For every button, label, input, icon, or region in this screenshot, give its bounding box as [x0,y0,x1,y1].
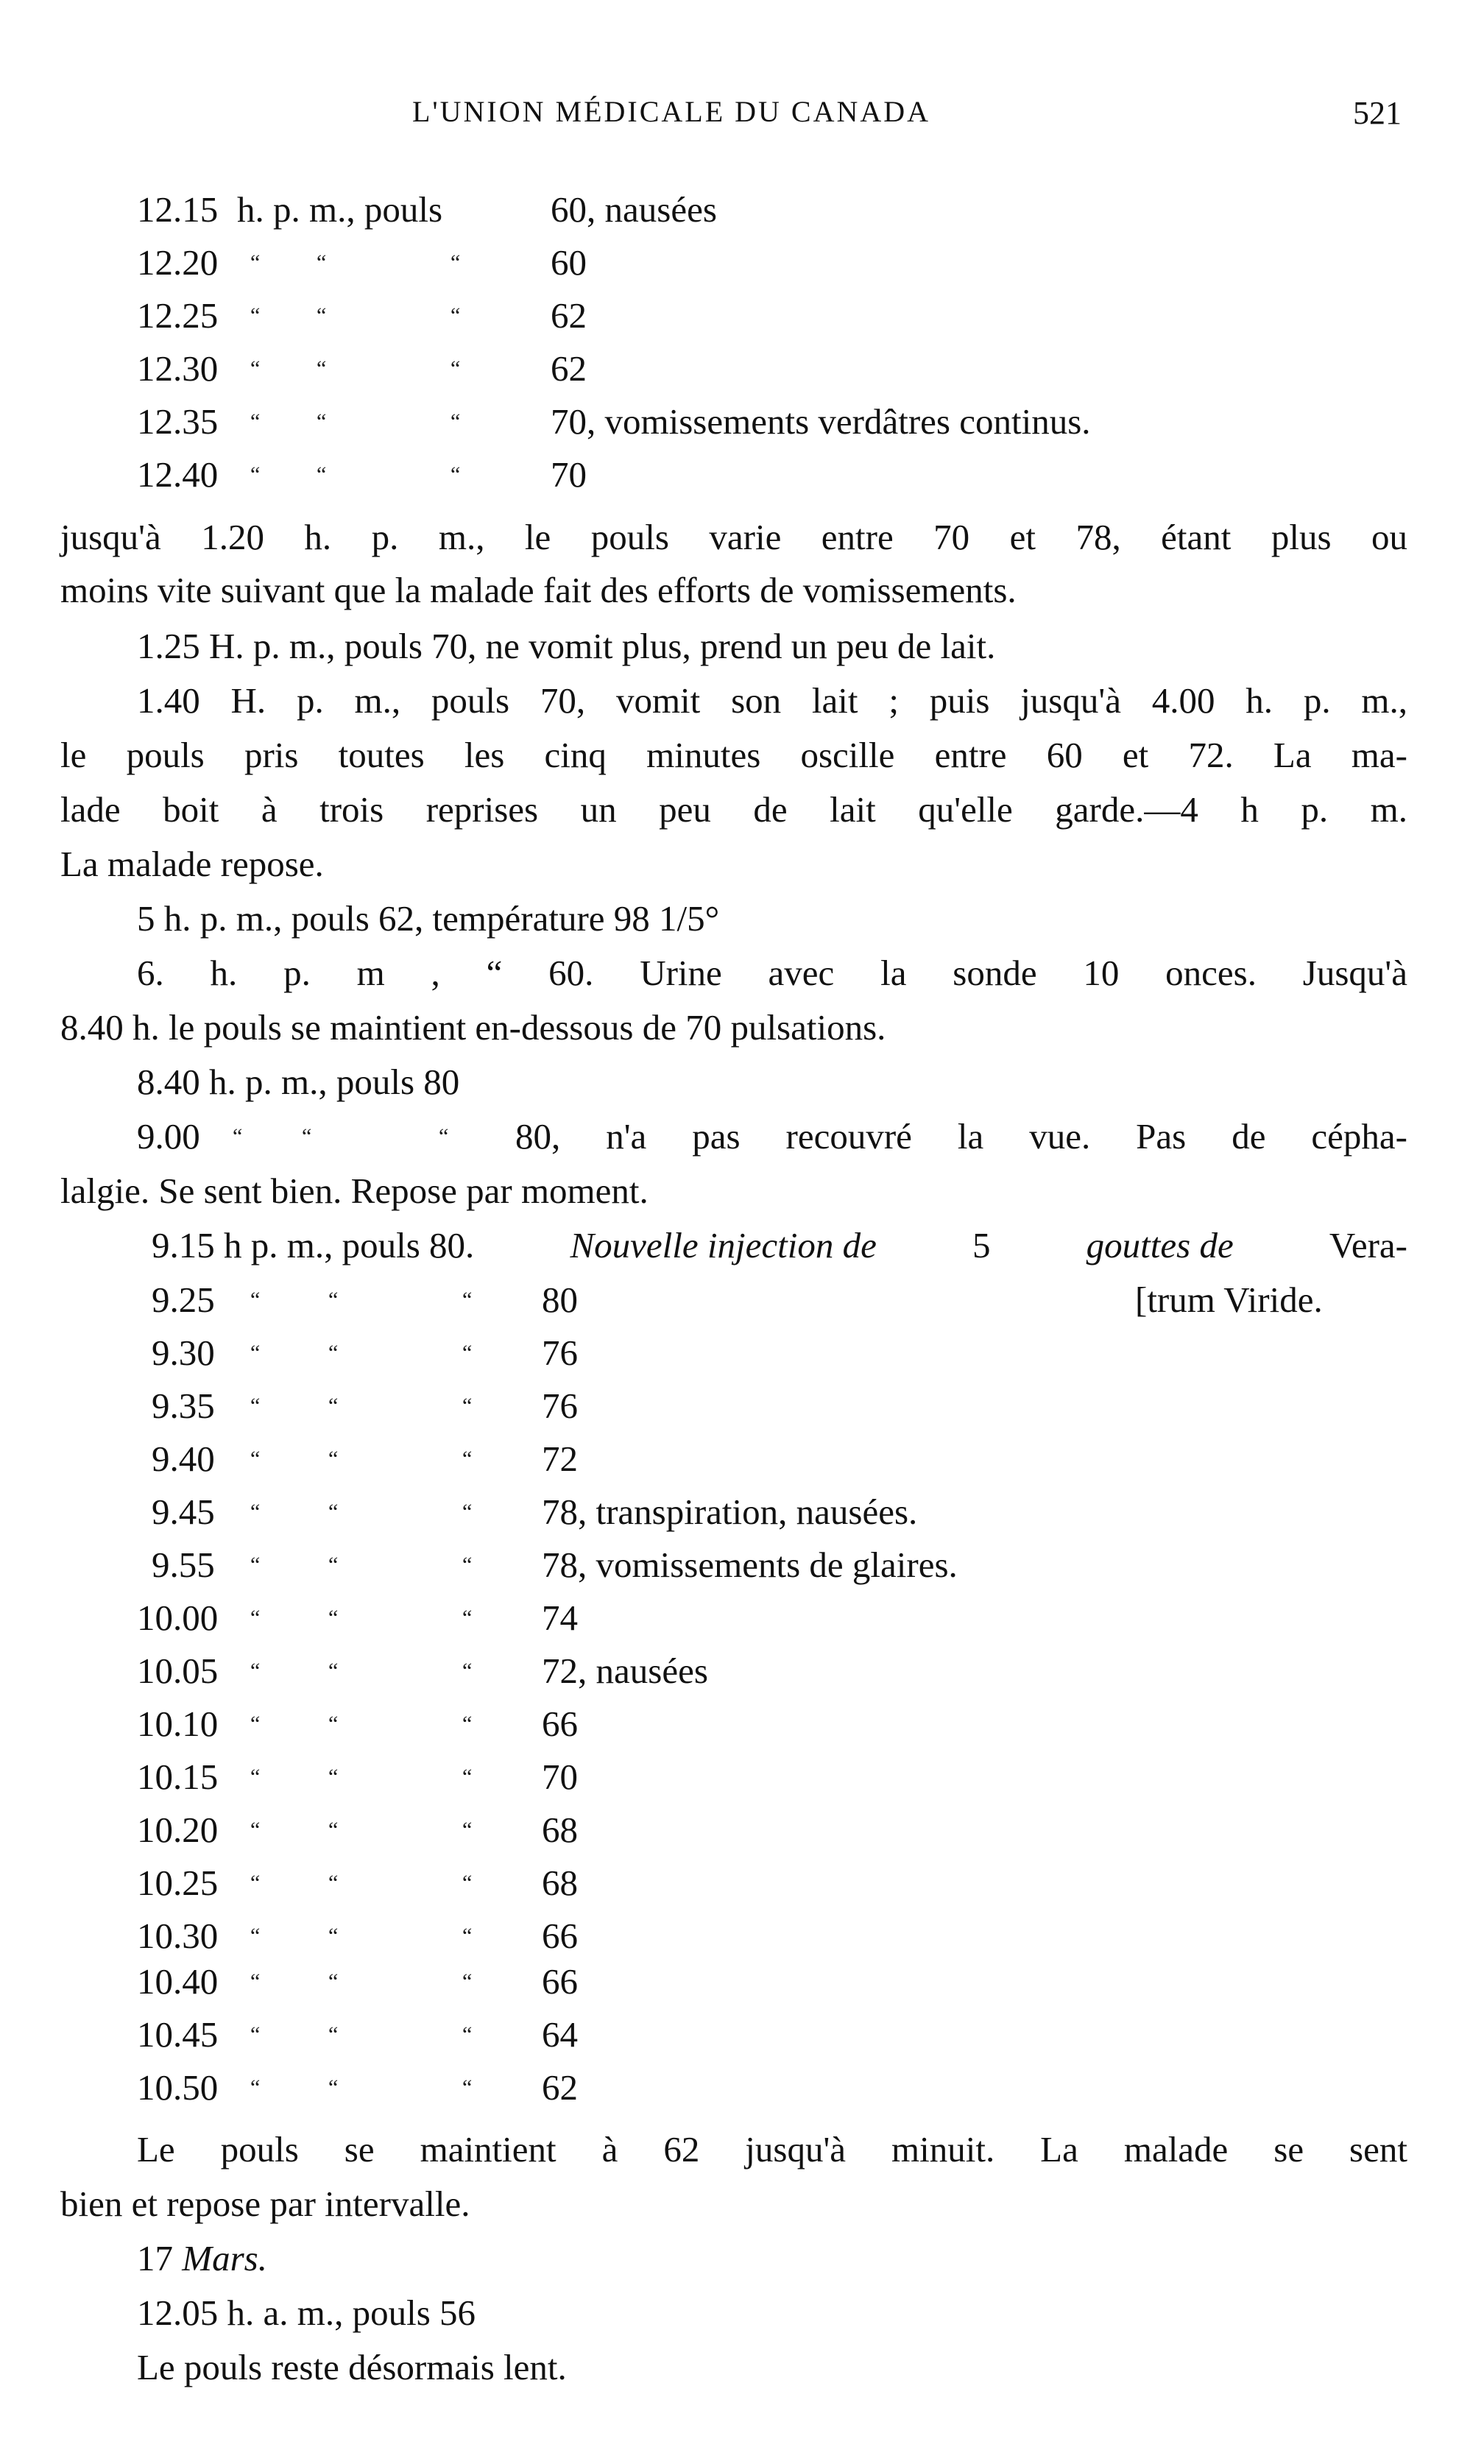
entry-value: 66 [542,1704,578,1744]
entry-value: 68 [542,1810,578,1850]
entry-value: 76 [542,1332,578,1373]
date-day: 17 [137,2238,173,2278]
entry-time: 10.45 [137,2014,219,2055]
entry-time: 10.00 [137,1598,219,1638]
ditto-mark: “ [462,1500,473,1524]
ditto-mark: “ [250,303,261,328]
ditto-mark: “ [250,356,261,381]
ditto-mark: “ [250,1659,261,1683]
ditto-mark: “ [250,1394,261,1418]
entry-unit: h. p. m., pouls [237,189,443,230]
ditto-mark: “ [317,409,327,434]
ditto-mark: “ [462,1969,473,1994]
ditto-mark: “ [250,1818,261,1842]
ditto-mark: “ [328,1341,339,1365]
ditto-mark: “ [462,1659,473,1683]
paragraph-line: La malade repose. [60,844,324,884]
ditto-mark: “ [462,1712,473,1736]
entry-value: 70, vomissements verdâtres continus. [551,401,1091,442]
entry-time: 12.30 [137,348,219,389]
ditto-mark: “ [462,1394,473,1418]
injection-italic-2: gouttes de [1086,1225,1234,1265]
ditto-mark: “ [250,1341,261,1365]
ditto-mark: “ [317,462,327,487]
ditto-mark: “ [250,250,261,275]
entry-time: 10.30 [137,1916,219,1956]
ditto-mark: “ [250,462,261,487]
ditto-mark: “ [250,409,261,434]
ditto-mark: “ [328,1659,339,1683]
paragraph-line: 6. h. p. m , “ 60. Urine avec la sonde 10 onces. Jusqu'à [137,953,1407,993]
paragraph-line: Le pouls reste désormais lent. [137,2347,567,2387]
ditto-mark: “ [462,1606,473,1630]
ditto-mark: “ [328,1447,339,1471]
entry-value: 60 [551,242,587,283]
ditto-mark: “ [328,1765,339,1789]
ditto-mark: “ [317,250,327,275]
entry-time: 12.15 [137,189,219,230]
paragraph-line: Le pouls se maintient à 62 jusqu'à minuit. La malade se sent [137,2129,1407,2170]
paragraph-line: 1.25 H. p. m., pouls 70, ne vomit plus, prend un peu de lait. [137,626,996,666]
entry-value: 80 [542,1279,578,1320]
entry-value: 60, nausées [551,189,717,230]
ditto-mark: “ [328,1606,339,1630]
entry-time: 12.25 [137,295,219,336]
entry-value: 74 [542,1598,578,1638]
paragraph-line: lade boit à trois reprises un peu de lait qu'elle garde.—4 h p. m. [60,789,1407,830]
ditto-mark: “ [462,1765,473,1789]
ditto-mark: “ [328,1871,339,1895]
entry-time: 9.00 [137,1116,200,1157]
ditto-mark: “ [451,462,461,487]
entry-value: 64 [542,2014,578,2055]
ditto-mark: “ [462,2075,473,2100]
entry-time: 9.35 [152,1385,215,1426]
ditto-mark: “ [462,1288,473,1312]
date-line [137,2237,267,2281]
entry-value: 66 [542,1916,578,1956]
ditto-mark: “ [462,1553,473,1577]
ditto-mark: “ [451,356,461,381]
ditto-mark: “ [462,2022,473,2047]
ditto-mark: “ [328,2022,339,2047]
paragraph-line: moins vite suivant que la malade fait des efforts de vomissements. [60,570,1017,610]
ditto-mark: “ [462,1447,473,1471]
ditto-mark: “ [462,1924,473,1948]
ditto-mark: “ [462,1871,473,1895]
ditto-mark: “ [250,1606,261,1630]
date-month: Mars. [182,2238,267,2278]
paragraph-line: bien et repose par intervalle. [60,2184,470,2224]
paragraph-line: 1.40 H. p. m., pouls 70, vomit son lait ; puis jusqu'à 4.00 h. p. m., [137,680,1407,721]
ditto-mark: “ [250,1924,261,1948]
page-header [0,94,1484,138]
entry-time: 10.05 [137,1651,219,1691]
paragraph-line: le pouls pris toutes les cinq minutes oscille entre 60 et 72. La ma- [60,735,1407,775]
entry-time: 9.55 [152,1545,215,1585]
ditto-mark: “ [250,1765,261,1789]
entry-value: 66 [542,1961,578,2002]
ditto-mark: “ [317,356,327,381]
entry-time: 9.30 [152,1332,215,1373]
ditto-mark: “ [250,1500,261,1524]
entry-value: 62 [551,295,587,336]
entry-value: 78, vomissements de glaires. [542,1545,958,1585]
entry-value: 76 [542,1385,578,1426]
entry-time: 9.45 [152,1492,215,1532]
ditto-mark: “ [250,1969,261,1994]
entry-value: 68 [542,1863,578,1903]
entry-value: 78, transpiration, nausées. [542,1492,918,1532]
ditto-mark: “ [439,1124,449,1148]
entry-value: 80, n'a pas recouvré la vue. Pas de cépha- [515,1116,1407,1157]
ditto-mark: “ [328,1394,339,1418]
ditto-mark: “ [328,1969,339,1994]
ditto-mark: “ [302,1124,312,1148]
ditto-mark: “ [328,1500,339,1524]
injection-count: 5 [972,1225,991,1265]
entry-time: 10.25 [137,1863,219,1903]
ditto-mark: “ [328,1288,339,1312]
entry-time: 10.15 [137,1757,219,1797]
entry-time: 9.40 [152,1438,215,1479]
ditto-mark: “ [328,1712,339,1736]
entry-time: 12.40 [137,454,219,495]
entry-value: 70 [551,454,587,495]
ditto-mark: “ [250,1553,261,1577]
ditto-mark: “ [250,2022,261,2047]
ditto-mark: “ [462,1341,473,1365]
paragraph-line: 5 h. p. m., pouls 62, température 98 1/5° [137,898,720,939]
ditto-mark: “ [317,303,327,328]
injection-tail: Vera- [1329,1225,1407,1265]
paragraph-line: 8.40 h. le pouls se maintient en-dessous de 70 pulsations. [60,1007,886,1048]
ditto-mark: “ [250,1871,261,1895]
entry-value: 72, nausées [542,1651,708,1691]
ditto-mark: “ [462,1818,473,1842]
ditto-mark: “ [328,1818,339,1842]
entry-value: 72 [542,1438,578,1479]
entry-value: 62 [542,2067,578,2108]
ditto-mark: “ [451,250,461,275]
paragraph-line: jusqu'à 1.20 h. p. m., le pouls varie entre 70 et 78, étant plus ou [60,517,1407,557]
injection-italic: Nouvelle injection de [570,1225,877,1265]
entry-time: 12.20 [137,242,219,283]
ditto-mark: “ [328,1553,339,1577]
paragraph-line: 8.40 h. p. m., pouls 80 [137,1062,460,1102]
ditto-mark: “ [328,2075,339,2100]
paragraph-line: 12.05 h. a. m., pouls 56 [137,2292,476,2333]
ditto-mark: “ [451,409,461,434]
injection-lead: 9.15 h p. m., pouls 80. [152,1225,475,1265]
ditto-mark: “ [250,2075,261,2100]
entry-time: 12.35 [137,401,219,442]
ditto-mark: “ [250,1288,261,1312]
entry-time: 9.25 [152,1279,215,1320]
injection-line [152,1224,1407,1268]
page-number: 521 [1353,95,1402,131]
entry-time: 10.10 [137,1704,219,1744]
entry-value: 62 [551,348,587,389]
ditto-mark: “ [233,1124,243,1148]
running-title: L'UNION MÉDICALE DU CANADA [412,95,931,128]
paragraph-line: lalgie. Se sent bien. Repose par moment. [60,1171,649,1211]
entry-time: 10.20 [137,1810,219,1850]
entry-value: 70 [542,1757,578,1797]
ditto-mark: “ [328,1924,339,1948]
ditto-mark: “ [250,1712,261,1736]
ditto-mark: “ [250,1447,261,1471]
ditto-mark: “ [451,303,461,328]
entry-time: 10.40 [137,1961,219,2002]
entry-note: [trum Viride. [1135,1279,1323,1320]
entry-time: 10.50 [137,2067,219,2108]
